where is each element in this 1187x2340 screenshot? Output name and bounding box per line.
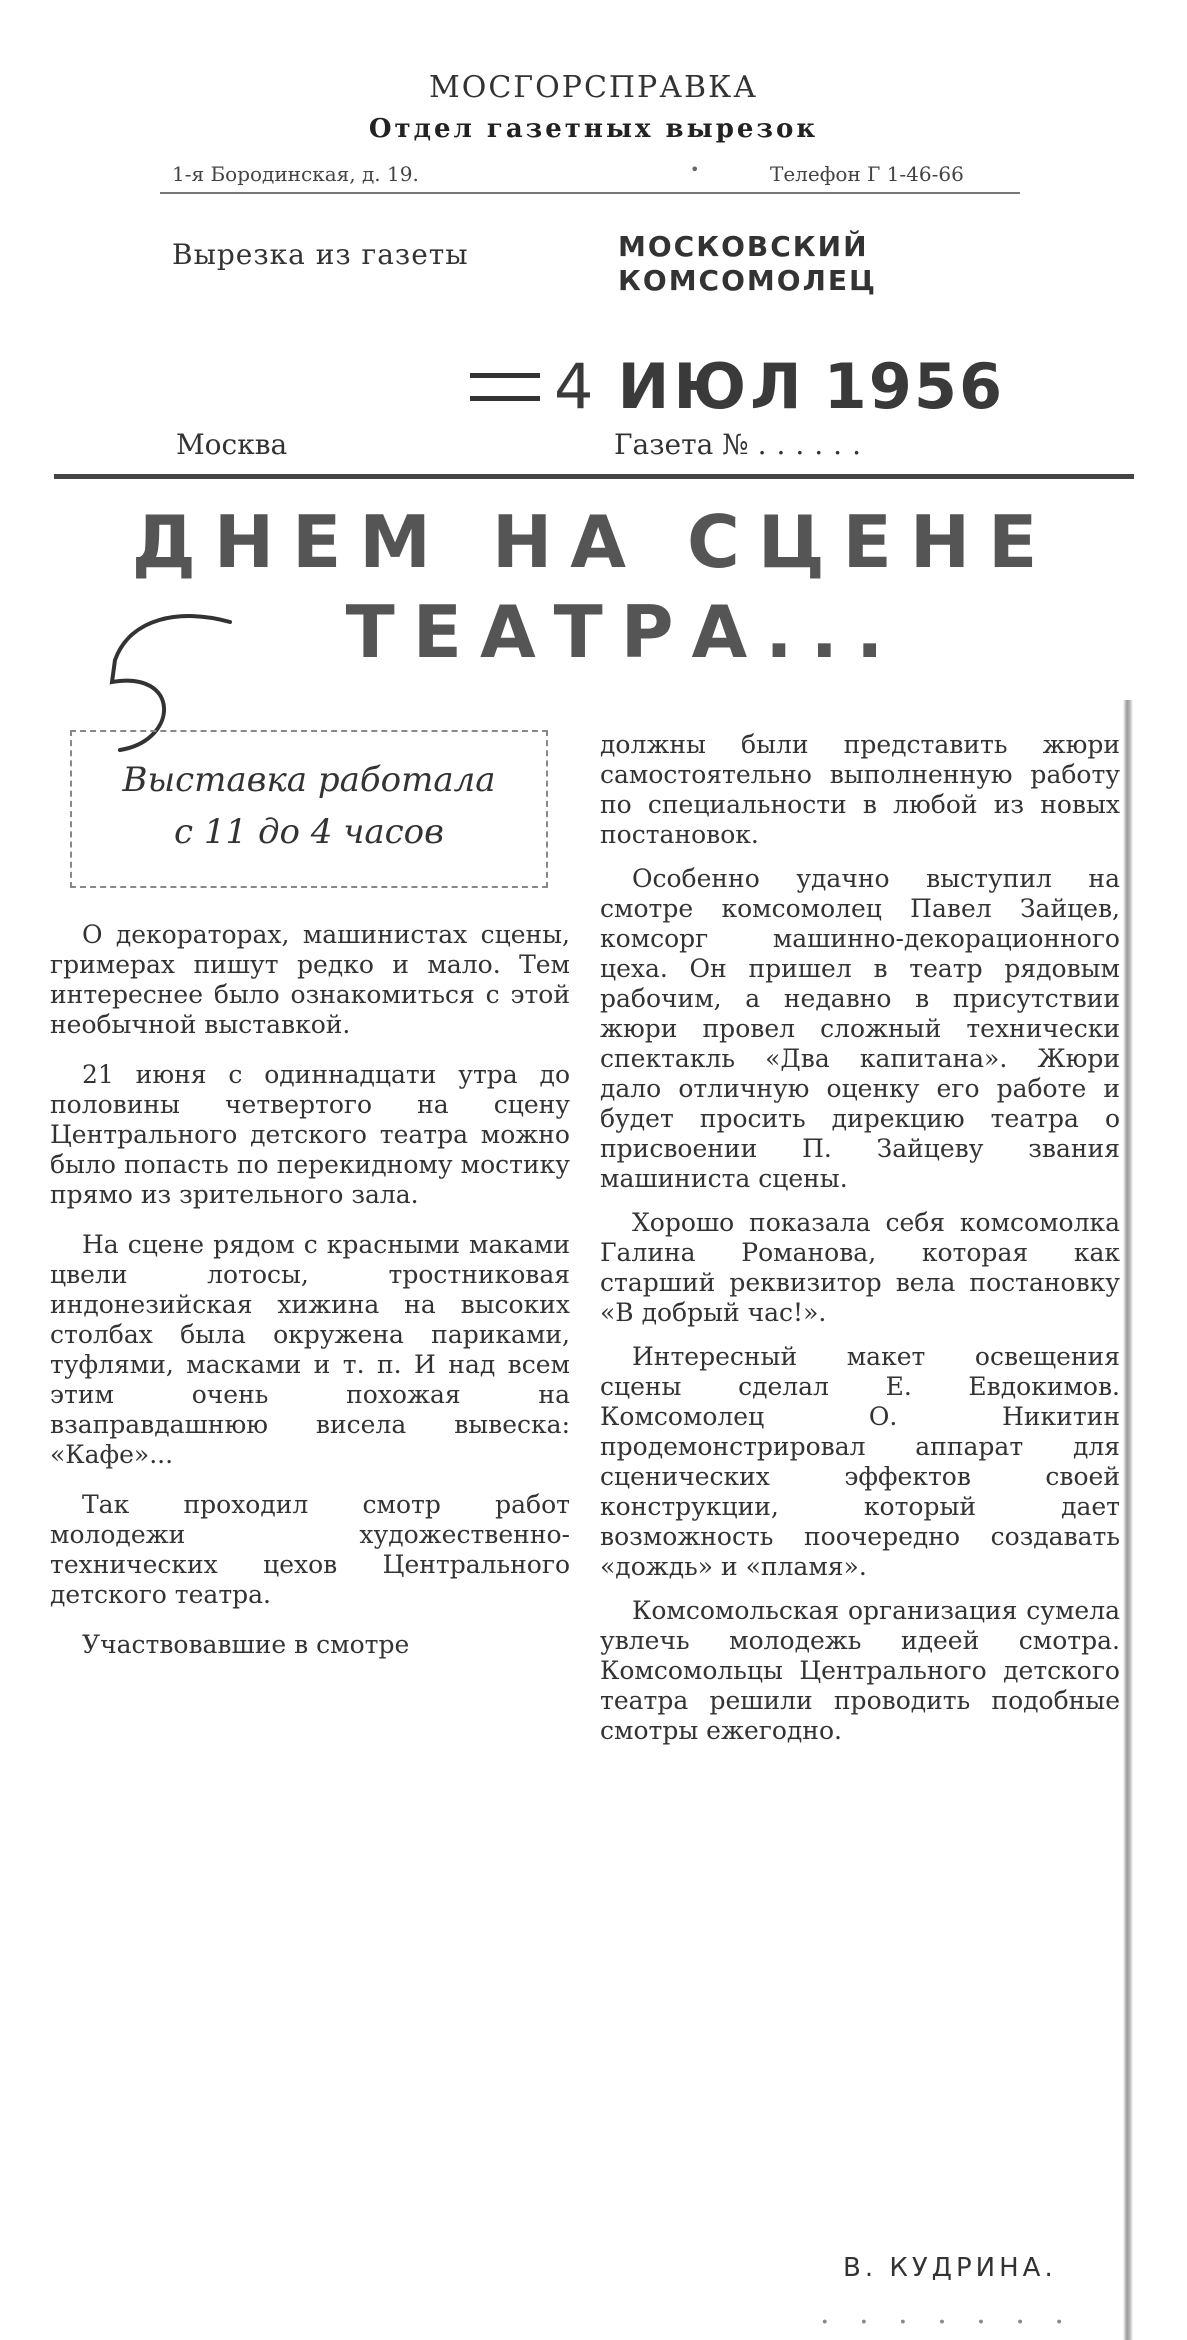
newspaper-name-line1: МОСКОВСКИЙ xyxy=(618,230,869,263)
issue-label: Газета № xyxy=(614,428,749,461)
note-frame xyxy=(70,730,548,888)
article-column-left xyxy=(50,920,570,1680)
article-paragraph: 21 июня с одиннадцати утра до половины четвертого на сцену Центрального детского театра можно было попасть по перекидному мостику прямо из зрительного зала. xyxy=(50,1060,570,1209)
headline-line1: ДНЕМ НА СЦЕНЕ xyxy=(131,500,1056,584)
stamp-year: 1956 xyxy=(823,350,1005,423)
stamp-day: 4 xyxy=(554,350,596,423)
note-text-line1: Выставка работала xyxy=(122,760,496,800)
date-stamp xyxy=(470,350,1004,423)
clipping-label: Вырезка из газеты xyxy=(172,238,469,271)
separator-dot: • xyxy=(690,160,700,179)
article-paragraph: Интересный макет освещения сцены сделал Е. Евдокимов. Комсомолец О. Никитин продемонстрировал аппарат для сценических эффектов своей конструкции, который дает возможность поочередно создавать «дождь» и «пламя». xyxy=(600,1342,1120,1581)
newspaper-name-line2: КОМСОМОЛЕЦ xyxy=(618,264,877,297)
article-paragraph: О декораторах, машинистах сцены, гримерах пишут редко и мало. Тем интереснее было ознакомиться с этой необычной выставкой. xyxy=(50,920,570,1039)
issue-dots: ...... xyxy=(757,428,871,461)
header-divider xyxy=(160,192,1020,194)
article-paragraph: Комсомольская организация сумела увлечь молодежь идеей смотра. Комсомольцы Центрального детского театра решили проводить подобные смотры ежегодно. xyxy=(600,1596,1120,1745)
article-paragraph: Особенно удачно выступил на смотре комсомолец Павел Зайцев, комсорг машинно-декорационного цеха. Он пришел в театр рядовым рабочим, а недавно в присутствии жюри провел сложный технически спектакль «Два капитана». Жюри дало отличную оценку его работе и будет просить дирекцию театра о присвоении П. Зайцеву звания машиниста сцены. xyxy=(600,864,1120,1193)
newspaper-name xyxy=(618,230,877,298)
article-paragraph: Так проходил смотр работ молодежи художественно-технических цехов Центрального детского театра. xyxy=(50,1490,570,1609)
bureau-phone: Телефон Г 1-46-66 xyxy=(770,162,964,186)
author-byline: В. КУДРИНА. xyxy=(843,2253,1057,2283)
bottom-dots: · · · · · · · xyxy=(820,2305,1074,2340)
article-paragraph: На сцене рядом с красными маками цвели лотосы, тростниковая индонезийская хижина на высоких столбах была окружена париками, туфлями, масками и т. п. И над всем этим очень похожая на взаправдашнюю висела вывеска: «Кафе»... xyxy=(50,1230,570,1469)
article-column-right xyxy=(600,730,1120,1760)
article-paragraph: Участвовавшие в смотре xyxy=(82,1630,410,1659)
headline-line2: ТЕАТРА... xyxy=(345,590,902,674)
main-divider xyxy=(54,474,1134,479)
bureau-address: 1-я Бородинская, д. 19. xyxy=(172,162,419,186)
department-name: Отдел газетных вырезок xyxy=(368,114,819,144)
issue-number xyxy=(614,428,871,461)
note-text-line2: с 11 до 4 часов xyxy=(174,812,444,852)
stamp-bar-icon xyxy=(470,373,540,401)
stamp-month: ИЮЛ xyxy=(617,350,806,423)
article-paragraph: должны были представить жюри самостоятельно выполненную работу по специальности в любой из новых постановок. xyxy=(600,730,1120,849)
bureau-name: МОСГОРСПРАВКА xyxy=(429,70,758,105)
article-paragraph: Хорошо показала себя комсомолка Галина Романова, которая как старший реквизитор вела постановку «В добрый час!». xyxy=(600,1208,1120,1327)
city-label: Москва xyxy=(176,428,288,461)
clipping-edge xyxy=(1123,700,1133,2340)
